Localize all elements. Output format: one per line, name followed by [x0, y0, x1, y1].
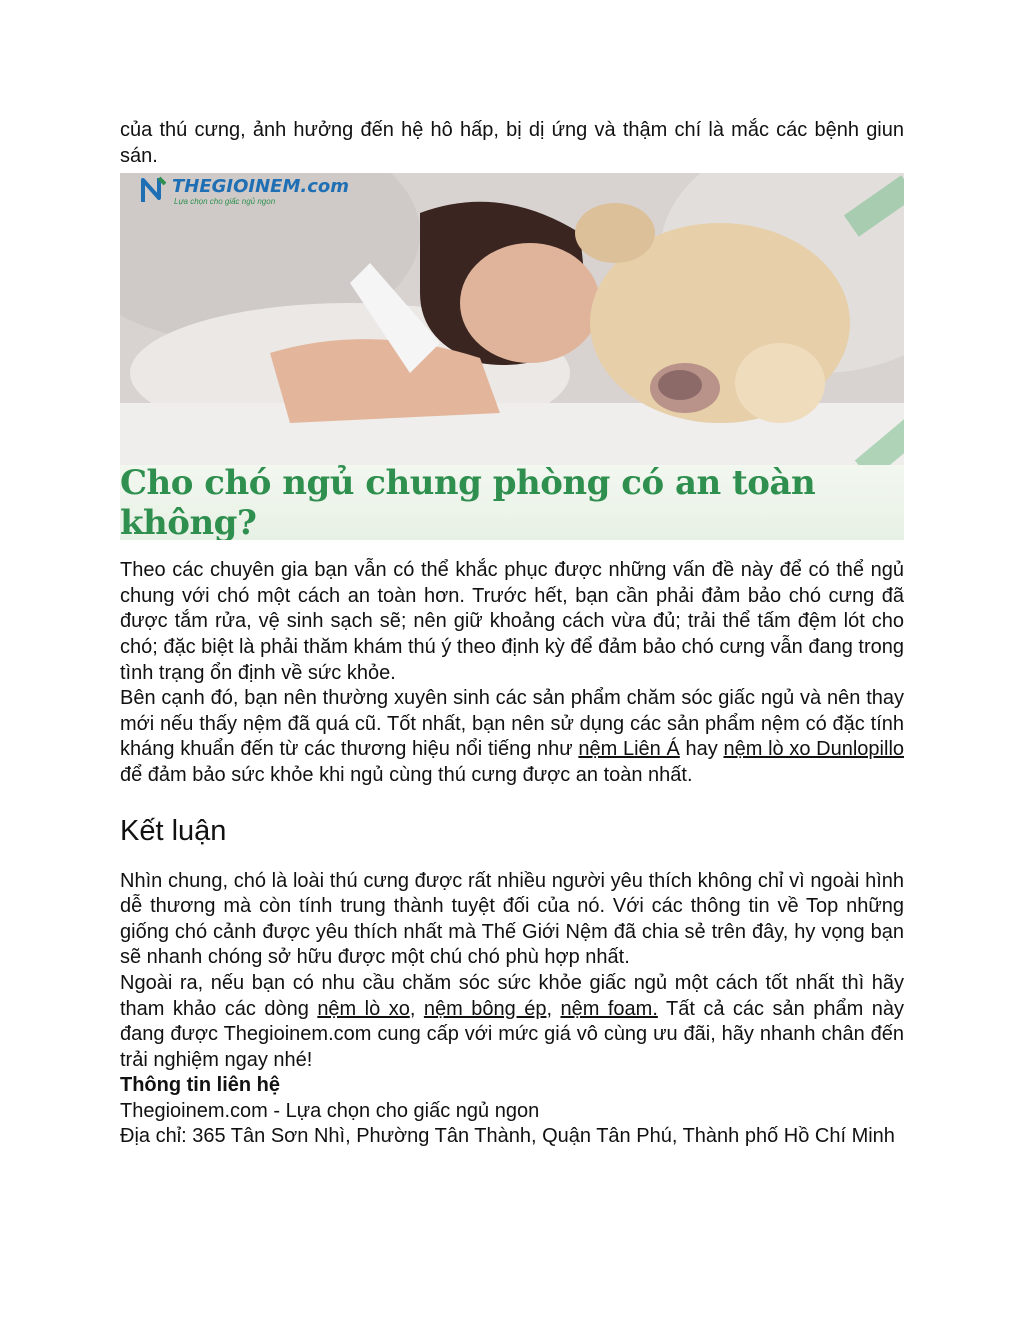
thegioinem-logo [140, 175, 350, 209]
logo-n-icon [140, 175, 168, 205]
link-nem-lien-a[interactable]: nệm Liên Á [578, 738, 680, 761]
link-nem-lo-xo-dunlopillo[interactable]: nệm lò xo Dunlopillo [723, 738, 905, 761]
paragraph-text: Ngoài ra, nếu bạn có nhu cầu chăm sóc sức khỏe giấc ngủ một cách tốt nhất thì hãy tham khảo các dòng [120, 971, 904, 1020]
paragraph-advice: Theo các chuyên gia bạn vẫn có thể khắc phục được những vấn đề này để có thể ngủ chung với chó một cách an toàn hơn. Trước hết, bạn cần phải đảm bảo chó cưng đã được tắm rửa, vệ sinh sạch sẽ; nên giữ khoảng cách vừa đủ; trải thể tấm đệm lót cho chó; đặc biệt là phải thăm khám thú ý theo định kỳ để đảm bảo chó cưng vẫn đang trong tình trạng ổn định về sức khỏe. [120, 559, 904, 684]
section-heading: Kết luận [120, 814, 227, 847]
logo-subtitle: Lựa chọn cho giấc ngủ ngon [174, 197, 276, 207]
woman-and-dog-photo [120, 173, 904, 465]
banner-title: Cho chó ngủ chung phòng có an toàn không? [120, 462, 816, 541]
logo-title: THEGIOINEM.com [172, 176, 350, 198]
contact-line-website: Thegioinem.com - Lựa chọn cho giấc ngủ ngon [120, 1099, 540, 1122]
paragraph-products [120, 686, 904, 788]
link-nem-lo-xo[interactable]: nệm lò xo [317, 997, 410, 1020]
paragraph-text: để đảm bảo sức khỏe khi ngủ cùng thú cưng được an toàn nhất. [120, 763, 693, 786]
separator: , [546, 997, 561, 1020]
paragraph-text: Tất cả các sản phẩm này đang được Thegioinem.com cung cấp với mức giá vô cùng ưu đãi, hãy nhanh chân đến trải nghiệm ngay nhé! [120, 997, 904, 1071]
article-image [120, 173, 904, 540]
intro-paragraph: của thú cưng, ảnh hưởng đến hệ hô hấp, bị dị ứng và thậm chí là mắc các bệnh giun sán. [120, 119, 904, 167]
paragraph-text: Bên cạnh đó, bạn nên thường xuyên sinh các sản phẩm chăm sóc giấc ngủ và nên thay mới nếu thấy nệm đã quá cũ. Tốt nhất, bạn nên sử dụng các sản phẩm nệm có đặc tính kháng khuẩn đến từ các thương hiệu nổi tiếng như [120, 687, 904, 761]
paragraph-text: hay [679, 738, 724, 761]
link-nem-foam[interactable]: nệm foam. [560, 997, 658, 1020]
link-nem-bong-ep[interactable]: nệm bông ép [423, 997, 547, 1020]
contact-title: Thông tin liên hệ [120, 1074, 280, 1097]
paragraph-recommendation [120, 971, 904, 1073]
image-banner [120, 462, 904, 541]
contact-line-address: Địa chỉ: 365 Tân Sơn Nhì, Phường Tân Thành, Quận Tân Phú, Thành phố Hồ Chí Minh [120, 1125, 895, 1148]
separator: , [409, 997, 424, 1020]
document-page [120, 118, 904, 1150]
paragraph-conclusion: Nhìn chung, chó là loài thú cưng được rất nhiều người yêu thích không chỉ vì ngoài hình dễ thương mà còn tính trung thành tuyệt đối của nó. Với các thông tin về Top những giống chó cảnh được yêu thích nhất mà Thế Giới Nệm đã chia sẻ trên đây, hy vọng bạn sẽ nhanh chóng sở hữu được một chú chó phù hợp nhất. [120, 869, 904, 969]
